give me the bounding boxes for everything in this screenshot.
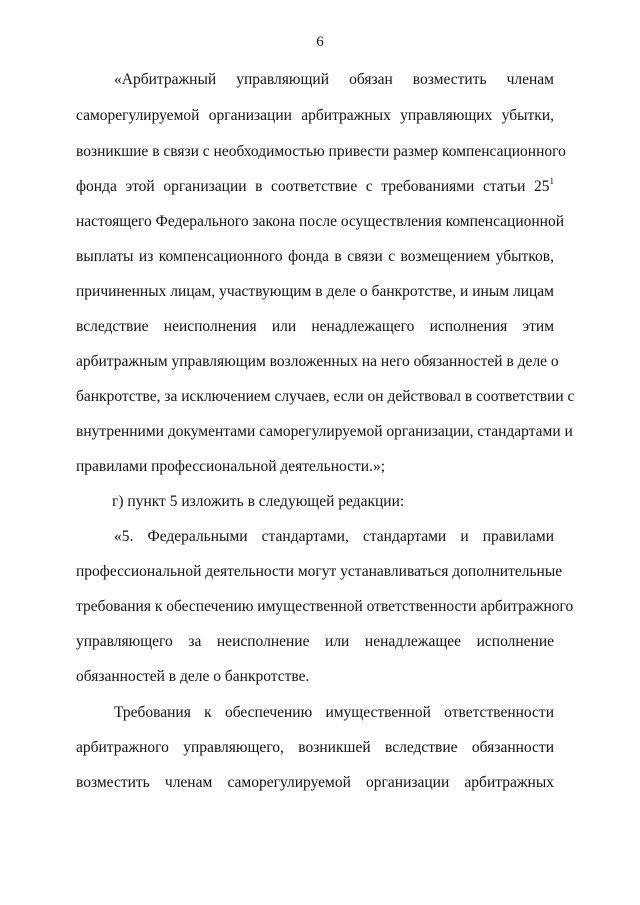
article-superscript: 1 <box>549 175 554 186</box>
text-line: «Арбитражный управляющий обязан возместить членам <box>114 71 554 88</box>
text-line: банкротстве, за исключением случаев, если он действовал в соответствии с <box>76 388 575 405</box>
text-line: правилами профессиональной деятельности.»; <box>76 458 386 475</box>
text-line: Требования к обеспечению имущественной ответственности <box>114 704 554 721</box>
text-line: профессиональной деятельности могут устанавливаться дополнительные <box>76 563 563 580</box>
text-line: настоящего Федерального закона после осуществления компенсационной <box>76 213 565 230</box>
text-line: арбитражным управляющим возложенных на него обязанностей в деле о <box>76 353 559 370</box>
text-line: возникшие в связи с необходимостью привести размер компенсационного <box>76 143 566 160</box>
text-line: г) пункт 5 изложить в следующей редакции: <box>112 493 405 510</box>
text-line: управляющего за неисполнение или ненадлежащее исполнение <box>76 633 554 650</box>
text-line: требования к обеспечению имущественной ответственности арбитражного <box>76 598 574 615</box>
text-line: выплаты из компенсационного фонда в связи с возмещением убытков, <box>76 248 554 265</box>
text-line: «5. Федеральными стандартами, стандартами и правилами <box>114 528 554 545</box>
text-line: фонда этой организации в соответствие с требованиями статьи 25 <box>76 178 550 195</box>
page-number: 6 <box>316 34 324 50</box>
text-line: саморегулируемой организации арбитражных управляющих убытки, <box>76 107 554 124</box>
text-line: вследствие неисполнения или ненадлежащего исполнения этим <box>76 318 554 335</box>
text-line: обязанностей в деле о банкротстве. <box>76 668 310 685</box>
text-line: возместить членам саморегулируемой организации арбитражных <box>76 774 554 791</box>
text-line: причиненных лицам, участвующим в деле о банкротстве, и иным лицам <box>76 283 554 300</box>
text-line: внутренними документами саморегулируемой организации, стандартами и <box>76 423 573 440</box>
text-line-with-superscript <box>76 177 554 197</box>
text-line: арбитражного управляющего, возникшей вследствие обязанности <box>76 739 554 756</box>
